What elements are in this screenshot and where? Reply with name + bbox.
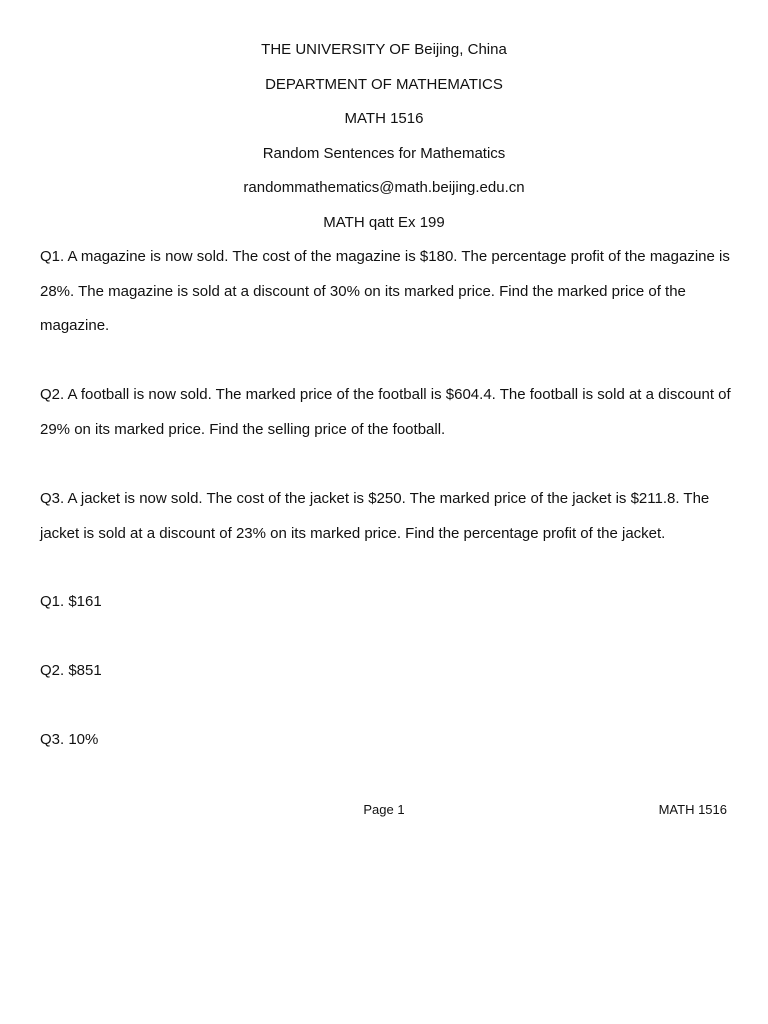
university-title: THE UNIVERSITY OF Beijing, China [261, 41, 507, 58]
course-code: MATH 1516 [344, 110, 424, 127]
answer-2: Q2. $851 [40, 662, 102, 679]
page-number: Page 1 [363, 802, 405, 817]
document-subtitle: Random Sentences for Mathematics [262, 145, 506, 162]
question-2: Q2. A football is now sold. The marked price of the football is $604.4. The football is sold at a discount of 29% on its marked price. Find the selling price of the football. [40, 386, 731, 438]
footer-course-code: MATH 1516 [658, 802, 727, 817]
contact-email: randommathematics@math.beijing.edu.cn [243, 179, 525, 196]
question-1: Q1. A magazine is now sold. The cost of the magazine is $180. The percentage profit of the magazine is 28%. The magazine is sold at a discount of 30% on its marked price. Find the marked price of the magazine. [40, 248, 730, 334]
question-3: Q3. A jacket is now sold. The cost of the jacket is $250. The marked price of the jacket is $211.8. The jacket is sold at a discount of 23% on its marked price. Find the percentage profit of the jacket. [40, 490, 710, 542]
department-title: DEPARTMENT OF MATHEMATICS [265, 76, 503, 93]
answer-1: Q1. $161 [40, 593, 102, 610]
answer-3: Q3. 10% [40, 731, 99, 748]
exercise-title: MATH qatt Ex 199 [323, 214, 445, 231]
